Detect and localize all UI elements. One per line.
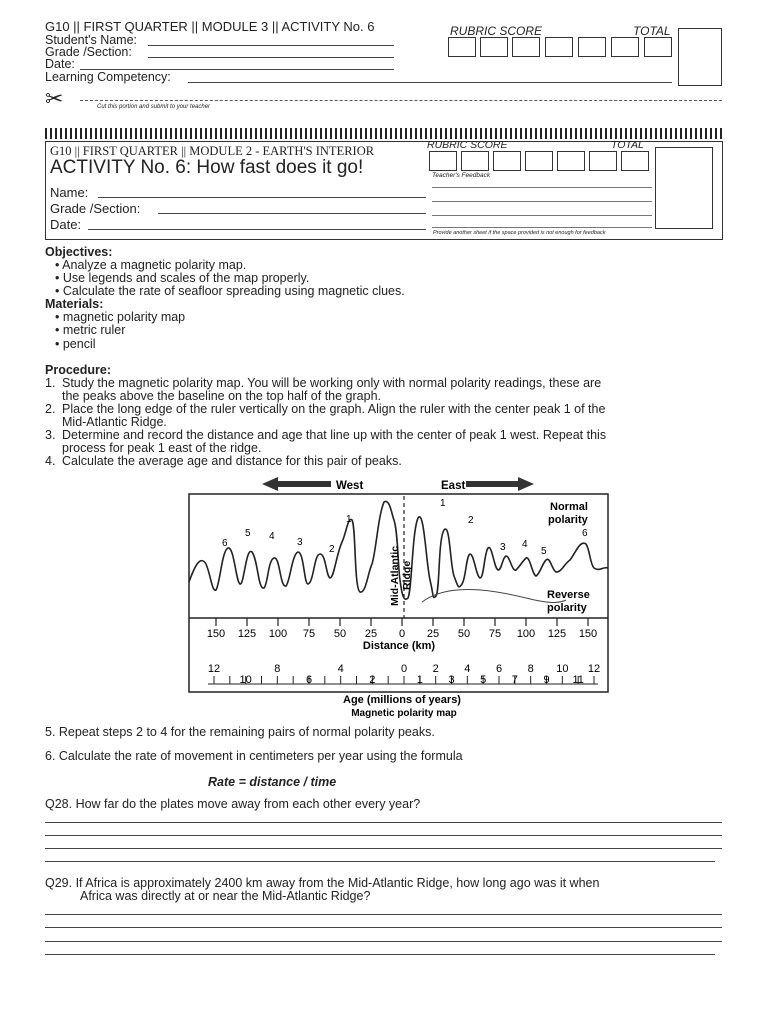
- distance-tick-label: 150: [206, 628, 226, 640]
- age-tick-label: 2: [369, 674, 376, 686]
- distance-tick-label: 150: [578, 628, 598, 640]
- answer-line[interactable]: [45, 954, 715, 955]
- age-tick-label: 2: [432, 663, 439, 675]
- cut-note: Cut this portion and submit to your teacher: [97, 104, 211, 110]
- step-text: Place the long edge of the ruler vertically on the graph. Align the ruler with the center peak 1 of the: [62, 402, 606, 416]
- answer-line[interactable]: [45, 941, 722, 942]
- barcode-strip: [45, 128, 722, 139]
- date-label: Date:: [45, 57, 75, 71]
- age-tick-label: 8: [527, 663, 534, 675]
- card-grade-label: Grade /Section:: [50, 201, 141, 216]
- distance-tick-labels: [207, 628, 597, 640]
- age-tick-label: 12: [207, 663, 221, 675]
- question-q28: Q28. How far do the plates move away from each other every year?: [45, 797, 421, 811]
- age-tick-label: 12: [587, 663, 601, 675]
- card-total-box[interactable]: [655, 147, 713, 229]
- age-tick-label: 3: [448, 674, 455, 686]
- step-text: process for peak 1 east of the ridge.: [62, 441, 262, 455]
- age-tick-label: 5: [480, 674, 487, 686]
- east-peak-label: 6: [582, 528, 588, 539]
- age-tick-label: 10: [556, 663, 569, 675]
- reverse-polarity-label: Reverse: [547, 589, 590, 601]
- answer-line[interactable]: [45, 927, 722, 928]
- west-peak-label: 3: [297, 537, 303, 548]
- age-tick-label: 4: [464, 663, 471, 675]
- material-item: • magnetic polarity map: [55, 310, 186, 324]
- distance-tick-label: 125: [547, 628, 567, 640]
- distance-tick-label: 25: [426, 628, 440, 640]
- normal-polarity-label: Normal: [550, 501, 588, 513]
- competency-label: Learning Competency:: [45, 70, 171, 84]
- objective-item: • Analyze a magnetic polarity map.: [55, 258, 247, 272]
- age-tick-label: 6: [495, 663, 503, 675]
- feedback-line[interactable]: [432, 215, 652, 216]
- grade-section-field[interactable]: [148, 57, 394, 58]
- step-number: 1.: [45, 376, 56, 390]
- materials-heading: Materials:: [45, 297, 104, 311]
- distance-axis-title: Distance (km): [362, 640, 436, 652]
- step-text: Calculate the average age and distance for this pair of peaks.: [62, 454, 402, 468]
- objective-item: • Calculate the rate of seafloor spreading using magnetic clues.: [55, 284, 405, 298]
- rubric-box[interactable]: [545, 37, 573, 57]
- distance-tick-label: 25: [364, 628, 378, 640]
- feedback-label: Teacher's Feedback: [432, 172, 491, 179]
- age-axis-title: Age (millions of years): [343, 694, 461, 706]
- card-date-label: Date:: [50, 217, 82, 232]
- card-total-label: TOTAL: [611, 139, 644, 151]
- card-grade-field[interactable]: [158, 213, 426, 214]
- west-label: West: [336, 480, 364, 492]
- reverse-polarity-label: polarity: [547, 602, 587, 614]
- distance-tick-label: 50: [457, 628, 471, 640]
- west-peak-label: 6: [222, 538, 228, 549]
- age-tick-label: 9: [543, 674, 550, 686]
- age-tick-label: 10: [239, 674, 252, 686]
- card-rubric-box[interactable]: [429, 151, 457, 171]
- rate-formula: Rate = distance / time: [208, 775, 337, 789]
- age-tick-label: 8: [274, 663, 281, 675]
- top-header: G10 || FIRST QUARTER || MODULE 3 || ACTIVITY No. 6: [45, 19, 375, 34]
- card-rubric-box[interactable]: [589, 151, 617, 171]
- west-arrow: [262, 477, 331, 491]
- competency-field[interactable]: [188, 82, 672, 83]
- rubric-box[interactable]: [512, 37, 540, 57]
- ridge-label: Ridge: [401, 560, 413, 590]
- rubric-box[interactable]: [578, 37, 606, 57]
- step-text: Study the magnetic polarity map. You will be working only with normal polarity readings, these are: [62, 376, 602, 390]
- question-q29-cont: Africa was directly at or near the Mid-Atlantic Ridge?: [80, 889, 371, 903]
- age-tick-label: 1: [416, 674, 423, 686]
- card-header: G10 || FIRST QUARTER || MODULE 2 - EARTH'S INTERIOR: [50, 144, 375, 158]
- east-peak-label: 1: [440, 498, 446, 509]
- step-text: Determine and record the distance and age that line up with the center of peak 1 west. Repeat this: [62, 428, 607, 442]
- age-tick-label: 4: [337, 663, 344, 675]
- west-peak-label: 4: [269, 531, 275, 542]
- answer-line[interactable]: [45, 822, 722, 823]
- step-number: 2.: [45, 402, 56, 416]
- step-6-text: 6. Calculate the rate of movement in centimeters per year using the formula: [45, 749, 463, 763]
- top-rubric-label: RUBRIC SCORE: [450, 24, 543, 38]
- rubric-box[interactable]: [480, 37, 508, 57]
- feedback-line[interactable]: [432, 187, 652, 188]
- distance-tick-label: 100: [268, 628, 288, 640]
- card-rubric-box[interactable]: [557, 151, 585, 171]
- normal-polarity-label: polarity: [548, 514, 588, 526]
- step-text: Mid-Atlantic Ridge.: [62, 415, 167, 429]
- step-text: the peaks above the baseline on the top half of the graph.: [62, 389, 381, 403]
- card-rubric-label: RUBRIC SCORE: [427, 139, 508, 151]
- answer-line[interactable]: [45, 861, 715, 862]
- age-tick-label: 11: [572, 674, 584, 686]
- scissors-icon: ✂: [45, 86, 64, 111]
- card-date-field[interactable]: [88, 229, 426, 230]
- objective-item: • Use legends and scales of the map properly.: [55, 271, 310, 285]
- rubric-box[interactable]: [644, 37, 672, 57]
- total-box[interactable]: [678, 28, 722, 86]
- card-rubric-box[interactable]: [525, 151, 553, 171]
- distance-tick-label: 100: [516, 628, 536, 640]
- map-caption: Magnetic polarity map: [351, 708, 457, 719]
- card-name-field[interactable]: [98, 197, 426, 198]
- reverse-trace: [422, 590, 566, 603]
- card-title: ACTIVITY No. 6: How fast does it go!: [50, 157, 364, 178]
- step-number: 3.: [45, 428, 56, 442]
- east-label: East: [441, 480, 466, 492]
- east-peak-label: 2: [468, 515, 474, 526]
- rubric-box[interactable]: [611, 37, 639, 57]
- card-rubric-box[interactable]: [493, 151, 521, 171]
- distance-tick-label: 75: [488, 628, 502, 640]
- grade-section-label: Grade /Section:: [45, 45, 132, 59]
- distance-ticks: [216, 618, 588, 626]
- east-peak-label: 3: [500, 542, 506, 553]
- step-number: 4.: [45, 454, 56, 468]
- age-tick-label: 0: [400, 663, 408, 675]
- west-peak-label: 2: [329, 544, 335, 555]
- distance-tick-label: 125: [237, 628, 257, 640]
- east-peak-label: 5: [541, 546, 547, 557]
- card-name-label: Name:: [50, 185, 89, 200]
- card-rubric-box[interactable]: [461, 151, 489, 171]
- material-item: • metric ruler: [55, 323, 126, 337]
- procedure-heading: Procedure:: [45, 363, 111, 377]
- answer-line[interactable]: [45, 914, 722, 915]
- feedback-note: Provide another sheet if the space provided is not enough for feedback: [433, 230, 606, 236]
- age-tick-label: 7: [511, 674, 518, 686]
- age-tick-label: 6: [305, 674, 313, 686]
- question-q29: Q29. If Africa is approximately 2400 km away from the Mid-Atlantic Ridge, how long ago was it when: [45, 876, 600, 890]
- feedback-line[interactable]: [432, 227, 652, 228]
- magnetic-polarity-map: [186, 472, 612, 722]
- age-ticks: [214, 676, 594, 684]
- top-total-label: TOTAL: [633, 24, 671, 38]
- card-rubric-box[interactable]: [621, 151, 649, 171]
- material-item: • pencil: [55, 337, 96, 351]
- feedback-line[interactable]: [432, 201, 652, 202]
- student-name-field[interactable]: [148, 45, 394, 46]
- distance-tick-label: 0: [398, 628, 406, 640]
- east-peak-label: 4: [522, 539, 528, 550]
- step-5-text: 5. Repeat steps 2 to 4 for the remaining pairs of normal polarity peaks.: [45, 725, 435, 739]
- answer-line[interactable]: [45, 835, 722, 836]
- cut-line: [80, 100, 722, 101]
- east-arrow: [466, 477, 534, 491]
- distance-tick-label: 75: [302, 628, 316, 640]
- objectives-heading: Objectives:: [45, 245, 113, 259]
- student-name-label: Student's Name:: [45, 33, 138, 47]
- west-peak-label: 1: [346, 514, 352, 525]
- rubric-box[interactable]: [448, 37, 476, 57]
- ridge-label: Mid-Atlantic: [389, 545, 401, 606]
- distance-tick-label: 50: [333, 628, 347, 640]
- answer-line[interactable]: [45, 848, 722, 849]
- west-peak-label: 5: [245, 528, 251, 539]
